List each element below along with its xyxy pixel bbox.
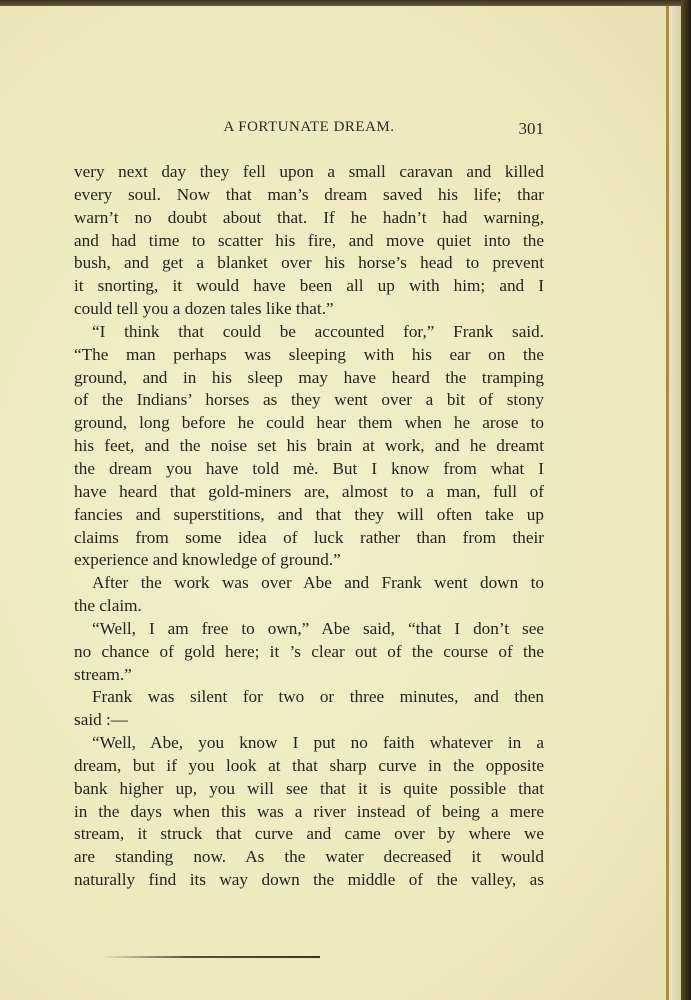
text-line: the dream you have told mė. But I know from what I: [74, 458, 544, 478]
text-line: are standing now. As the water decreased it would: [74, 847, 544, 867]
text-line: warn’t no doubt about that. If he hadn’t had warning,: [74, 207, 544, 227]
body-text: [74, 161, 544, 892]
text-line: in the days when this was a river instead of being a mere: [74, 801, 544, 821]
text-line: bush, and get a blanket over his horse’s head to prevent: [74, 253, 544, 273]
text-line: fancies and superstitions, and that they will often take up: [74, 504, 544, 524]
text-line: Frank was silent for two or three minutes, and then: [92, 687, 544, 707]
text-line: every soul. Now that man’s dream saved his life; thar: [74, 184, 544, 204]
text-line: no chance of gold here; it ’s clear out of the course of the: [74, 641, 544, 661]
text-line: of the Indians’ horses as they went over a bit of stony: [74, 390, 544, 410]
page-stack-edge: [669, 6, 681, 1000]
text-line: After the work was over Abe and Frank went down to: [92, 573, 544, 593]
text-line: “Well, Abe, you know I put no faith whatever in a: [92, 733, 544, 753]
text-line: have heard that gold-miners are, almost to a man, full of: [74, 481, 544, 501]
text-line: could tell you a dozen tales like that.”: [74, 299, 334, 319]
text-line: experience and knowledge of ground.”: [74, 550, 341, 570]
text-line: naturally find its way down the middle of the valley, as: [74, 870, 544, 890]
text-line: “Well, I am free to own,” Abe said, “that I don’t see: [92, 618, 544, 638]
scan-artifact-rule: [100, 956, 320, 958]
text-line: the claim.: [74, 596, 142, 616]
running-header: [74, 119, 544, 139]
text-line: claims from some idea of luck rather than from their: [74, 527, 544, 547]
text-line: ground, long before he could hear them when he arose to: [74, 413, 544, 433]
text-line: stream.”: [74, 664, 132, 684]
text-line: it snorting, it would have been all up with him; and I: [74, 276, 544, 296]
text-line: stream, it struck that curve and came over by where we: [74, 824, 544, 844]
page-number: 301: [518, 119, 544, 138]
running-title: A FORTUNATE DREAM.: [223, 119, 395, 135]
book-cover-edge: [681, 0, 691, 1000]
text-line: bank higher up, you will see that it is quite possible that: [74, 778, 544, 798]
text-line: “I think that could be accounted for,” Frank said.: [92, 321, 544, 341]
text-line: dream, but if you look at that sharp curve in the opposite: [74, 755, 544, 775]
text-line: “The man perhaps was sleeping with his ear on the: [74, 344, 544, 364]
text-line: and had time to scatter his fire, and move quiet into the: [74, 230, 544, 250]
text-line: his feet, and the noise set his brain at work, and he dreamt: [74, 436, 544, 456]
text-line: ground, and in his sleep may have heard the tramping: [74, 367, 544, 387]
text-line: very next day they fell upon a small caravan and killed: [74, 162, 544, 181]
text-line: said :—: [74, 710, 128, 730]
